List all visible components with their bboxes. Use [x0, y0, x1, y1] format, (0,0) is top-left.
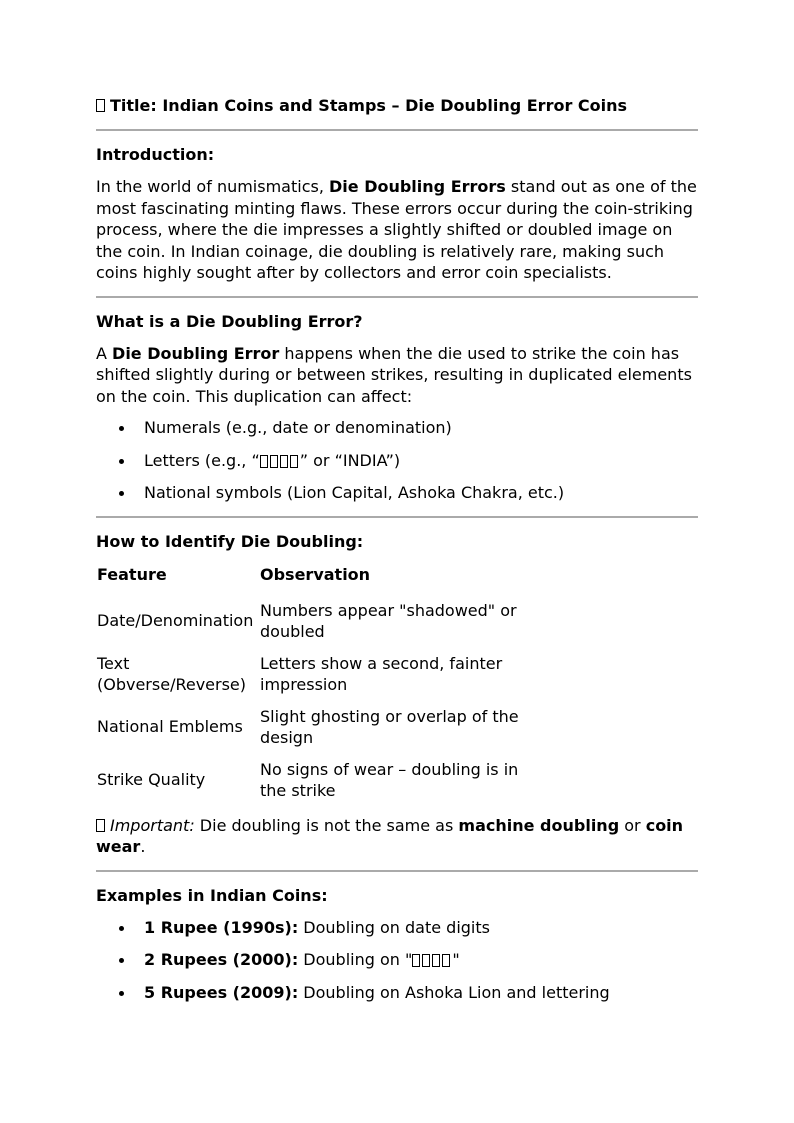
- divider: [96, 296, 698, 298]
- feature-cell: Strike Quality: [97, 770, 206, 790]
- list-item: National symbols (Lion Capital, Ashoka Chakra, etc.): [96, 482, 698, 504]
- examples-list: [96, 917, 698, 1004]
- feature-column-header: Feature: [97, 564, 167, 584]
- table-row: [96, 701, 530, 754]
- document-title: [96, 95, 698, 117]
- feature-cell: National Emblems: [97, 717, 243, 737]
- observation-column-header: Observation: [260, 564, 371, 584]
- devanagari-missing-glyphs-icon: [412, 951, 452, 965]
- feature-cell: Text (Obverse/Reverse): [97, 653, 247, 694]
- list-item: 5 Rupees (2009): Doubling on Ashoka Lion and lettering: [96, 982, 698, 1004]
- divider: [96, 129, 698, 131]
- divider: [96, 516, 698, 518]
- table-row: [96, 754, 530, 807]
- observation-cell: Letters show a second, fainter impression: [260, 653, 503, 694]
- intro-paragraph: In the world of numismatics, Die Doubling Errors stand out as one of the most fascinating minting flaws. These errors occur during the coin-striking process, where the die impresses a slightly shifted or doubled image on the coin. In Indian coinage, die doubling is relatively rare, making such coins highly sought after by collectors and error coin specialists.: [96, 177, 697, 282]
- observation-cell: Numbers appear "shadowed" or doubled: [260, 600, 517, 641]
- missing-glyph-icon: [96, 99, 105, 112]
- table-row: [96, 595, 530, 648]
- important-note: Important: Die doubling is not the same as machine doubling or coin wear.: [96, 815, 684, 856]
- identify-table: [96, 564, 530, 807]
- what-emphasis: Die Doubling Error: [112, 343, 280, 363]
- table-header-row: [96, 564, 530, 595]
- examples-heading: Examples in Indian Coins:: [96, 885, 328, 905]
- what-paragraph: A Die Doubling Error happens when the die used to strike the coin has shifted slightly during or between strikes, resulting in duplicated elements on the coin. This duplication can affect:: [96, 343, 692, 406]
- list-item: Letters (e.g., “ ” or “INDIA”): [96, 450, 698, 472]
- intro-emphasis: Die Doubling Errors: [329, 177, 506, 196]
- feature-cell: Date/Denomination: [97, 611, 254, 631]
- list-item: Numerals (e.g., date or denomination): [96, 417, 698, 439]
- list-item: 2 Rupees (2000): Doubling on " ": [96, 949, 698, 971]
- divider: [96, 870, 698, 872]
- intro-heading: Introduction:: [96, 145, 215, 164]
- list-item: 1 Rupee (1990s): Doubling on date digits: [96, 917, 698, 939]
- article-body: [96, 95, 698, 1003]
- note-label: Important:: [110, 815, 195, 835]
- observation-cell: No signs of wear – doubling is in the strike: [260, 759, 519, 800]
- table-row: [96, 648, 530, 701]
- what-heading: What is a Die Doubling Error?: [96, 311, 363, 331]
- affect-list: [96, 417, 698, 504]
- missing-glyph-icon: [96, 819, 105, 832]
- identify-heading: How to Identify Die Doubling:: [96, 531, 364, 551]
- title-text: Title: Indian Coins and Stamps – Die Doubling Error Coins: [110, 96, 628, 115]
- observation-cell: Slight ghosting or overlap of the design: [260, 706, 519, 747]
- devanagari-missing-glyphs-icon: [260, 452, 300, 466]
